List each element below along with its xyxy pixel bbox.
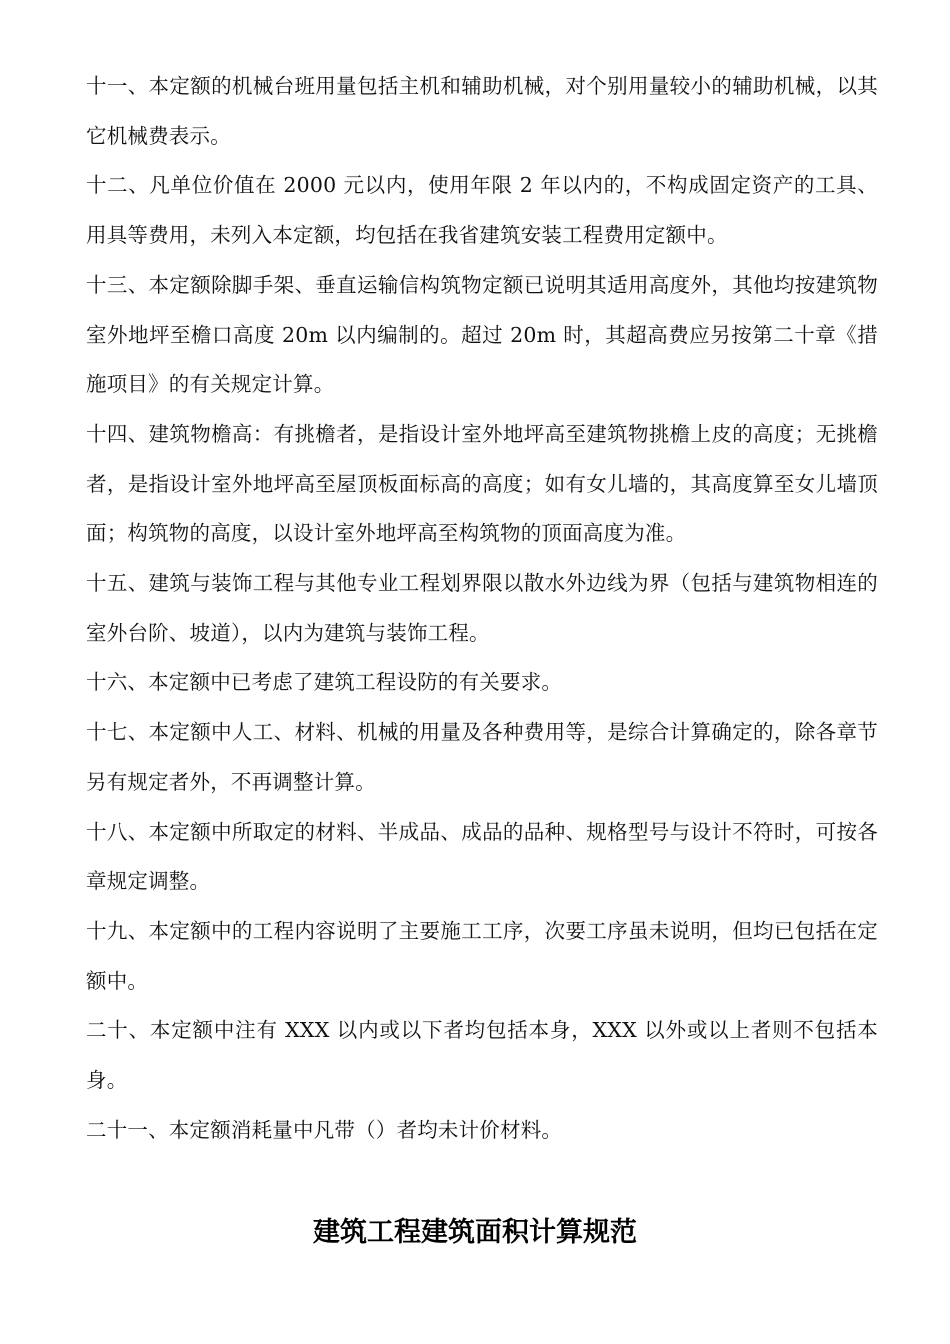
clause-17: 十七、本定额中人工、材料、机械的用量及各种费用等，是综合计算确定的，除各章节另有规定者外，不再调整计算。 [86, 720, 878, 794]
clause-19: 十九、本定额中的工程内容说明了主要施工工序，次要工序虽未说明，但均已包括在定额中。 [86, 918, 878, 993]
clause-21: 二十一、本定额消耗量中凡带（）者均未计价材料。 [86, 1117, 563, 1142]
clause-12: 十二、凡单位价值在 2000 元以内，使用年限 2 年以内的，不构成固定资产的工具、用具等费用，未列入本定额，均包括在我省建筑安装工程费用定额中。 [86, 173, 878, 248]
clause-15: 十五、建筑与装饰工程与其他专业工程划界限以散水外边线为界（包括与建筑物相连的室外台阶、坡道），以内为建筑与装饰工程。 [86, 571, 878, 645]
clauses-body [86, 62, 878, 1155]
clause-20: 二十、本定额中注有 XXX 以内或以下者均包括本身，XXX 以外或以上者则不包括本身。 [86, 1018, 878, 1093]
clause-18: 十八、本定额中所取定的材料、半成品、成品的品种、规格型号与设计不符时，可按各章规定调整。 [86, 819, 878, 894]
clause-14: 十四、建筑物檐高：有挑檐者，是指设计室外地坪高至建筑物挑檐上皮的高度；无挑檐者，是指设计室外地坪高至屋顶板面标高的高度；如有女儿墙的，其高度算至女儿墙顶面；构筑物的高度，以设计室外地坪高至构筑物的顶面高度为准。 [86, 421, 878, 546]
section-heading: 建筑工程建筑面积计算规范 [313, 1217, 637, 1248]
clause-11: 十一、本定额的机械台班用量包括主机和辅助机械，对个别用量较小的辅助机械，以其它机械费表示。 [86, 74, 878, 148]
clause-16: 十六、本定额中已考虑了建筑工程设防的有关要求。 [86, 670, 563, 695]
clause-13: 十三、本定额除脚手架、垂直运输信构筑物定额已说明其适用高度外，其他均按建筑物室外地坪至檐口高度 20m 以内编制的。超过 20m 时，其超高费应另按第二十章《措施项目》的有关规定计算。 [86, 272, 878, 397]
